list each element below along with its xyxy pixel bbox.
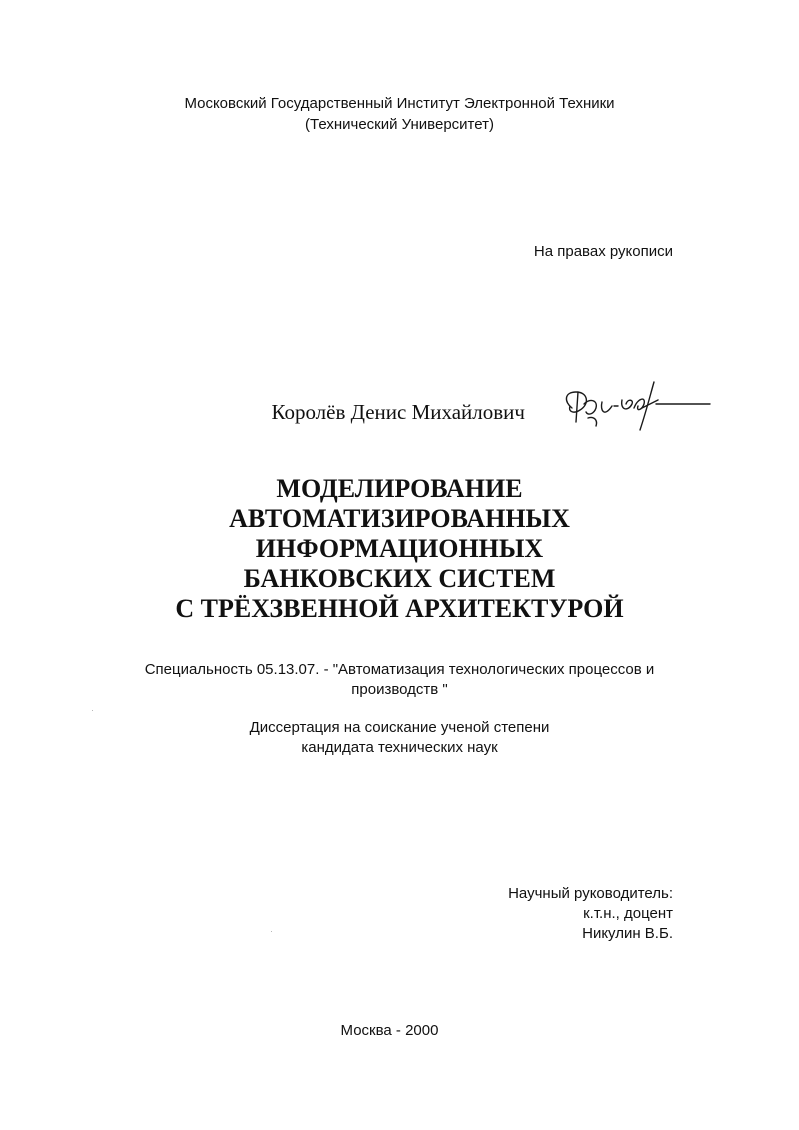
rights-note: На правах рукописи <box>533 243 673 260</box>
title-line: МОДЕЛИРОВАНИЕ <box>276 474 523 503</box>
supervisor-block <box>440 884 673 944</box>
supervisor-rank: к.т.н., доцент <box>583 905 673 922</box>
specialty-block <box>0 660 799 700</box>
supervisor-label: Научный руководитель: <box>508 885 673 902</box>
author-name: Королёв Денис Михайлович <box>271 400 525 424</box>
degree-line: Диссертация на соискание ученой степени <box>249 719 550 736</box>
dissertation-title <box>0 474 799 624</box>
degree-line: кандидата технических наук <box>301 739 498 756</box>
supervisor-name: Никулин В.Б. <box>582 925 673 942</box>
institution-header <box>0 93 799 135</box>
title-line: АВТОМАТИЗИРОВАННЫХ <box>229 504 570 533</box>
city-year: Москва - 2000 <box>340 1022 439 1039</box>
title-line: С ТРЁХЗВЕННОЙ АРХИТЕКТУРОЙ <box>175 594 624 623</box>
institution-subtitle: (Технический Университет) <box>305 116 494 133</box>
title-line: ИНФОРМАЦИОННЫХ <box>255 534 544 563</box>
title-line: БАНКОВСКИХ СИСТЕМ <box>243 564 556 593</box>
scan-speck <box>92 710 93 711</box>
scan-speck <box>271 931 272 932</box>
institution-name: Московский Государственный Институт Электронной Техники <box>184 95 615 112</box>
degree-block <box>0 718 799 758</box>
specialty-line: производств " <box>351 681 448 698</box>
author-signature <box>558 378 716 438</box>
specialty-line: Специальность 05.13.07. - "Автоматизация технологических процессов и <box>144 661 655 678</box>
